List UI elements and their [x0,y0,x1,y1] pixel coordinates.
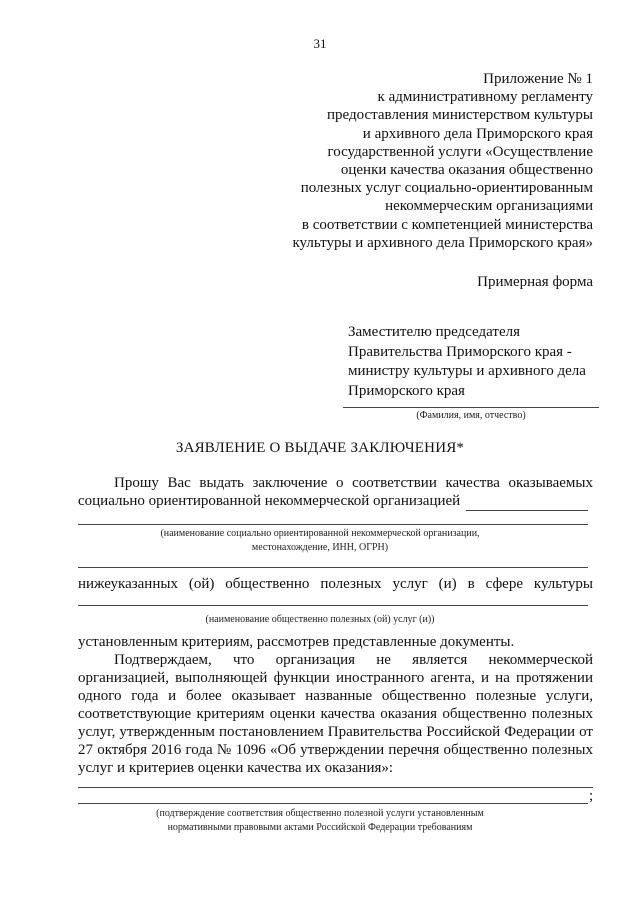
appendix-line: в соответствии с компетенцией министерства [301,216,593,233]
appendix-line: культуры и архивного дела Приморского края» [292,234,593,251]
appendix-line: государственной услуги «Осуществление [327,143,593,160]
request-line-4: установленным критериям, рассмотрев представленные документы. [78,634,515,650]
confirmation-line: Подтверждаем, что организация не является некоммерческой [114,652,593,668]
addressee-fill-line[interactable] [343,407,599,408]
addressee-line: министру культуры и архивного дела [348,363,586,379]
appendix-line: предоставления министерством культуры [327,107,593,124]
confirmation-line: соответствующие критериям оценки качества оказания общественно полезных [78,706,593,722]
organization-caption-2: местонахождение, ИНН, ОГРН) [251,542,389,553]
addressee-line: Заместителю председателя [348,324,521,340]
addressee-caption: (Фамилия, имя, отчество) [416,410,526,421]
appendix-header [292,70,593,252]
confirmation-fill-line-2[interactable] [78,803,588,804]
addressee-line: Приморского края [348,382,465,399]
organization-fill-line-1[interactable] [466,510,588,511]
document-title: ЗАЯВЛЕНИЕ О ВЫДАЧЕ ЗАКЛЮЧЕНИЯ* [175,440,465,456]
confirmation-caption-2: нормативными правовыми актами Российской Федерации требованиям [167,822,473,833]
services-fill-line[interactable] [78,605,588,606]
semicolon: ; [589,788,594,804]
confirmation-line: организацией, выполняющей функции иностранного агента, и на протяжении [78,670,593,686]
confirmation-line: одного года и более оказывает названные общественно полезные услуги, [78,688,593,704]
appendix-line: некоммерческим организациями [385,198,593,215]
request-line-1: Прошу Вас выдать заключение о соответствии качества оказываемых [114,475,593,491]
organization-fill-line-3[interactable] [78,567,588,568]
appendix-line: полезных услуг социально-ориентированным [300,180,593,197]
request-line-2: социально ориентированной некоммерческой организацией [78,493,461,509]
organization-caption-1: (наименование социально ориентированной некоммерческой организации, [160,528,480,539]
confirmation-fill-line-1[interactable] [78,787,593,788]
services-caption: (наименование общественно полезных (ой) услуг (и)) [205,614,435,625]
confirmation-line: услуг и критериев оценки качества их оказания»: [78,760,394,776]
appendix-line: к административному регламенту [377,89,593,106]
confirmation-caption-1: (подтверждение соответствия общественно полезной услуги установленным [156,808,484,819]
confirmation-line: 27 октября 2016 года № 1096 «Об утверждении перечня общественно полезных [78,742,593,758]
page-number: 31 [313,36,327,51]
appendix-line: оценки качества оказания общественно [340,162,593,179]
form-type-label: Примерная форма [477,274,593,290]
confirmation-line: услуг, утвержденным постановлением Правительства Российской Федерации от [78,724,593,740]
organization-fill-line-2[interactable] [78,524,588,525]
appendix-line: и архивного дела Приморского края [362,125,593,142]
addressee-line: Правительства Приморского края - [348,343,572,360]
appendix-line: Приложение № 1 [483,71,593,87]
addressee-block [348,323,586,401]
request-line-3: нижеуказанных (ой) общественно полезных услуг (и) в сфере культуры [78,576,593,592]
